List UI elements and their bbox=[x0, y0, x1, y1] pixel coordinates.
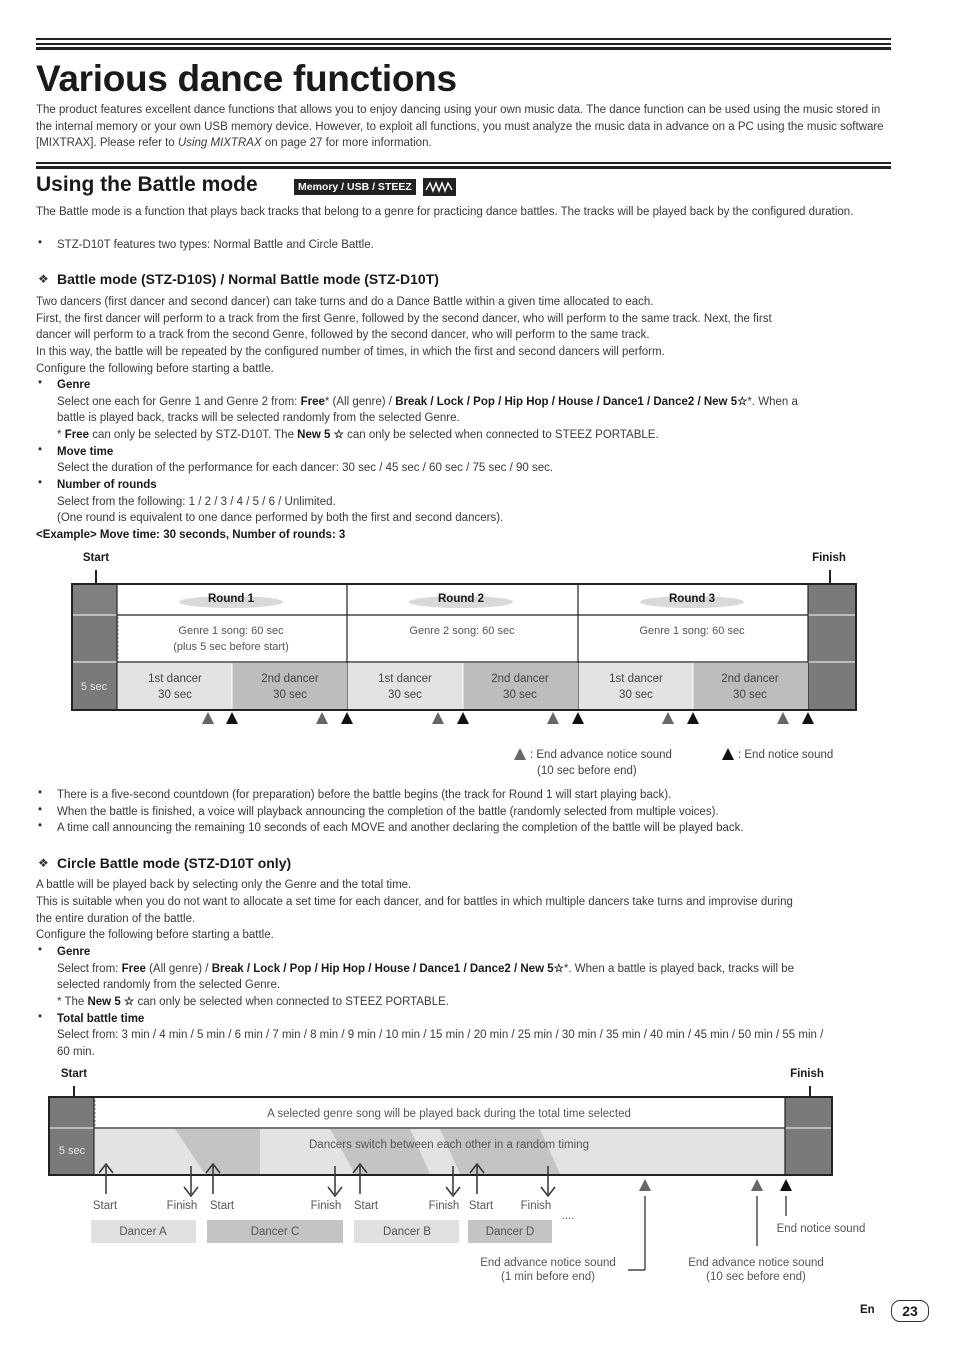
round-label: Round 2 bbox=[438, 593, 484, 605]
source-badge: Memory / USB / STEEZ bbox=[294, 179, 416, 195]
dancer-time: 30 sec bbox=[273, 689, 307, 701]
circle-genre-line-1 bbox=[57, 961, 794, 978]
note-new5: New 5 ☆ bbox=[87, 996, 135, 1008]
note-new5: New 5 ☆ bbox=[297, 429, 344, 441]
genre-all: * (All genre) / bbox=[324, 396, 392, 408]
diamond-icon: ❖ bbox=[38, 856, 49, 870]
dancer-time: 30 sec bbox=[388, 689, 422, 701]
normal-battle-diagram bbox=[0, 545, 954, 785]
intro-paragraph bbox=[36, 102, 896, 152]
marker-finish: Finish bbox=[428, 1200, 460, 1212]
normal-p1: Two dancers (first dancer and second dancer) can take turns and do a Dance Battle within a given time allocated to each. bbox=[36, 296, 654, 308]
rounds-note: (One round is equivalent to one dance performed by both the first and second dancers). bbox=[57, 512, 504, 524]
dancer-time: 30 sec bbox=[158, 689, 192, 701]
genre-list: Break / Lock / Pop / Hip Hop / House / Dance1 / Dance2 / New 5☆ bbox=[395, 396, 748, 408]
ellipsis: .... bbox=[561, 1210, 575, 1222]
bullet: • bbox=[38, 377, 43, 389]
dancer-label: Dancer D bbox=[485, 1226, 535, 1238]
round-label: Round 3 bbox=[669, 593, 715, 605]
end-notice-marker bbox=[572, 712, 584, 724]
song-label: Genre 1 song: 60 sec bbox=[178, 625, 284, 637]
steez-wave-icon bbox=[423, 178, 456, 196]
legend-advance-icon bbox=[514, 748, 526, 760]
adv-10sec-label-2: (10 sec before end) bbox=[706, 1271, 806, 1283]
advance-notice-marker bbox=[316, 712, 328, 724]
countdown-top bbox=[73, 585, 117, 615]
marker-finish: Finish bbox=[166, 1200, 198, 1212]
dancer-label: Dancer B bbox=[383, 1226, 431, 1238]
circle-p3: the entire duration of the battle. bbox=[36, 913, 196, 925]
top-rule-2 bbox=[36, 43, 891, 45]
genre-all: (All genre) / bbox=[149, 963, 209, 975]
dancer-label: Dancer C bbox=[250, 1226, 300, 1238]
note-text: can only be selected by STZ-D10T. The bbox=[92, 429, 294, 441]
advance-notice-marker bbox=[662, 712, 674, 724]
song-label: Genre 2 song: 60 sec bbox=[409, 625, 515, 637]
bullet: • bbox=[38, 1011, 43, 1023]
dancer-label: 1st dancer bbox=[148, 673, 202, 685]
asterisk: * bbox=[57, 429, 62, 441]
circle-genre-line-2: selected randomly from the selected Genre. bbox=[57, 979, 281, 991]
dancer-time: 30 sec bbox=[619, 689, 653, 701]
legend-end: : End notice sound bbox=[738, 749, 834, 761]
genre-line-2: battle is played back, tracks will be selected randomly from the selected Genre. bbox=[57, 412, 460, 424]
genre-tail: *. When a bbox=[747, 396, 798, 408]
end-notice-marker bbox=[687, 712, 699, 724]
genre-free: Free bbox=[121, 963, 146, 975]
dancer-time: 30 sec bbox=[733, 689, 767, 701]
marker-start: Start bbox=[92, 1200, 118, 1212]
note-text-2: can only be selected when connected to STEEZ PORTABLE. bbox=[347, 429, 659, 441]
end-notice-marker bbox=[457, 712, 469, 724]
circle-heading: Circle Battle mode (STZ-D10T only) bbox=[57, 855, 292, 871]
advance-notice-marker bbox=[547, 712, 559, 724]
legend-advance-2: (10 sec before end) bbox=[537, 765, 637, 777]
intro-end: on page 27 for more information. bbox=[264, 137, 432, 150]
adv-1min-label: End advance notice sound bbox=[480, 1257, 616, 1269]
normal-p3: dancer will perform to a track from the second Genre, followed by the second dancer, who will perform to the same track. bbox=[36, 329, 650, 341]
dancer-label: 2nd dancer bbox=[721, 673, 779, 685]
genre-list: Break / Lock / Pop / Hip Hop / House / Dance1 / Dance2 / New 5☆ bbox=[211, 963, 564, 975]
section-rule-2 bbox=[36, 166, 891, 169]
legend-end-icon bbox=[722, 748, 734, 760]
bullet: • bbox=[38, 787, 43, 799]
normal-p4: In this way, the battle will be repeated by the configured number of times, in which the first and second dancers will perform. bbox=[36, 346, 665, 358]
advance-1min-marker bbox=[639, 1179, 651, 1191]
finish-column bbox=[785, 1098, 831, 1174]
circle-p2: This is suitable when you do not want to allocate a set time for each dancer, and for battles in which multiple dancers take turns and improvise during bbox=[36, 896, 793, 908]
genre-note bbox=[57, 427, 659, 444]
advance-notice-marker bbox=[202, 712, 214, 724]
end-notice-marker bbox=[226, 712, 238, 724]
finish-label: Finish bbox=[790, 1068, 824, 1080]
row1-label: A selected genre song will be played back during the total time selected bbox=[267, 1108, 631, 1120]
finish-label: Finish bbox=[812, 552, 846, 564]
move-label: Move time bbox=[57, 446, 114, 458]
example-label: <Example> Move time: 30 seconds, Number of rounds: 3 bbox=[36, 529, 346, 541]
types-note: STZ-D10T features two types: Normal Battle and Circle Battle. bbox=[57, 239, 374, 251]
countdown-column bbox=[50, 1098, 94, 1174]
dancer-time: 30 sec bbox=[503, 689, 537, 701]
page-number: 23 bbox=[891, 1300, 929, 1322]
circle-p4: Configure the following before starting a battle. bbox=[36, 929, 274, 941]
marker-start: Start bbox=[468, 1200, 494, 1212]
bullet: • bbox=[38, 804, 43, 816]
adv-1min-label-2: (1 min before end) bbox=[501, 1271, 595, 1283]
end-notice-marker bbox=[341, 712, 353, 724]
total-line-1: Select from: 3 min / 4 min / 5 min / 6 min / 7 min / 8 min / 9 min / 10 min / 15 min / 20 min / 25 min / 30 min / 35 min / 40 min / 45 min / 50 min / 55 min / bbox=[57, 1029, 824, 1041]
end-notice-marker bbox=[780, 1179, 792, 1191]
row2-label: Dancers switch between each other in a random timing bbox=[309, 1139, 589, 1151]
dancer-label: 1st dancer bbox=[609, 673, 663, 685]
rounds-label: Number of rounds bbox=[57, 479, 157, 491]
top-rule-3 bbox=[36, 47, 891, 50]
advance-notice-marker bbox=[432, 712, 444, 724]
advance-10sec-marker bbox=[751, 1179, 763, 1191]
rounds-text: Select from the following: 1 / 2 / 3 / 4 / 5 / 6 / Unlimited. bbox=[57, 496, 336, 508]
page-title: Various dance functions bbox=[36, 58, 457, 99]
end-notice-marker bbox=[802, 712, 814, 724]
marker-finish: Finish bbox=[520, 1200, 552, 1212]
marker-start: Start bbox=[209, 1200, 235, 1212]
song-label: Genre 1 song: 60 sec bbox=[639, 625, 745, 637]
advance-notice-marker bbox=[777, 712, 789, 724]
end-notice-label: End notice sound bbox=[776, 1223, 866, 1235]
adv-10sec-label: End advance notice sound bbox=[688, 1257, 824, 1269]
marker-finish: Finish bbox=[310, 1200, 342, 1212]
normal-heading: Battle mode (STZ-D10S) / Normal Battle mode (STZ-D10T) bbox=[57, 271, 439, 287]
circle-genre-label: Genre bbox=[57, 946, 91, 958]
genre-label: Genre bbox=[57, 379, 91, 391]
move-text: Select the duration of the performance for each dancer: 30 sec / 45 sec / 60 sec / 75 sec / 90 sec. bbox=[57, 462, 554, 474]
dancer-label: 1st dancer bbox=[378, 673, 432, 685]
dancer-label: Dancer A bbox=[119, 1226, 167, 1238]
bullet: • bbox=[38, 444, 43, 456]
diamond-icon: ❖ bbox=[38, 272, 49, 286]
circle-battle-diagram bbox=[0, 1062, 954, 1292]
legend-advance: : End advance notice sound bbox=[530, 749, 672, 761]
circle-genre-note bbox=[57, 994, 449, 1011]
note-2: When the battle is finished, a voice will playback announcing the completion of the battle (randomly selected from multiple voices). bbox=[57, 806, 719, 818]
start-label: Start bbox=[82, 552, 110, 564]
note-3: A time call announcing the remaining 10 seconds of each MOVE and another declaring the completion of the battle will be played back. bbox=[57, 822, 744, 834]
song-note: (plus 5 sec before start) bbox=[173, 641, 289, 653]
dancer-label: 2nd dancer bbox=[491, 673, 549, 685]
normal-p2: First, the first dancer will perform to a track from the first Genre, followed by the second dancer, who will perform to the same track. Next, the first bbox=[36, 313, 772, 325]
top-rule bbox=[36, 38, 891, 40]
intro-text: The product features excellent dance functions that allows you to enjoy dancing using your own music data. The dance function can be used using the music stored in the internal memory or your own USB memory device. However, to exploit all functions, you must analyze the music data in advance on a PC using the music software [MIXTRAX]. Please refer to bbox=[36, 104, 884, 150]
genre-free: Free bbox=[300, 396, 325, 408]
total-line-2: 60 min. bbox=[57, 1046, 95, 1058]
genre-intro: Select from: bbox=[57, 963, 119, 975]
battle-desc: The Battle mode is a function that plays back tracks that belong to a genre for practicing dance battles. The tracks will be played back by the configured duration. bbox=[36, 206, 854, 218]
footer-lang: En bbox=[860, 1304, 875, 1316]
note-text-2: can only be selected when connected to STEEZ PORTABLE. bbox=[137, 996, 449, 1008]
battle-heading: Using the Battle mode bbox=[36, 173, 258, 196]
genre-line-1 bbox=[57, 394, 798, 411]
round-label: Round 1 bbox=[208, 593, 254, 605]
genre-tail: *. When a battle is played back, tracks will be bbox=[563, 963, 795, 975]
countdown-label: 5 sec bbox=[58, 1145, 86, 1157]
note-free: Free bbox=[64, 429, 89, 441]
finish-column bbox=[808, 585, 855, 709]
start-label: Start bbox=[60, 1068, 88, 1080]
genre-intro: Select one each for Genre 1 and Genre 2 from: bbox=[57, 396, 298, 408]
bullet: • bbox=[38, 944, 43, 956]
countdown-label: 5 sec bbox=[80, 681, 108, 693]
bullet: • bbox=[38, 820, 43, 832]
bullet: • bbox=[38, 477, 43, 489]
circle-p1: A battle will be played back by selecting only the Genre and the total time. bbox=[36, 879, 412, 891]
section-rule bbox=[36, 162, 891, 164]
intro-ref: Using MIXTRAX bbox=[177, 137, 262, 150]
note-text: * The bbox=[57, 996, 85, 1008]
normal-p5: Configure the following before starting a battle. bbox=[36, 363, 274, 375]
marker-start: Start bbox=[353, 1200, 379, 1212]
note-1: There is a five-second countdown (for preparation) before the battle begins (the track for Round 1 will start playing back). bbox=[57, 789, 672, 801]
bullet: • bbox=[38, 237, 43, 249]
dancer-label: 2nd dancer bbox=[261, 673, 319, 685]
total-label: Total battle time bbox=[57, 1013, 145, 1025]
